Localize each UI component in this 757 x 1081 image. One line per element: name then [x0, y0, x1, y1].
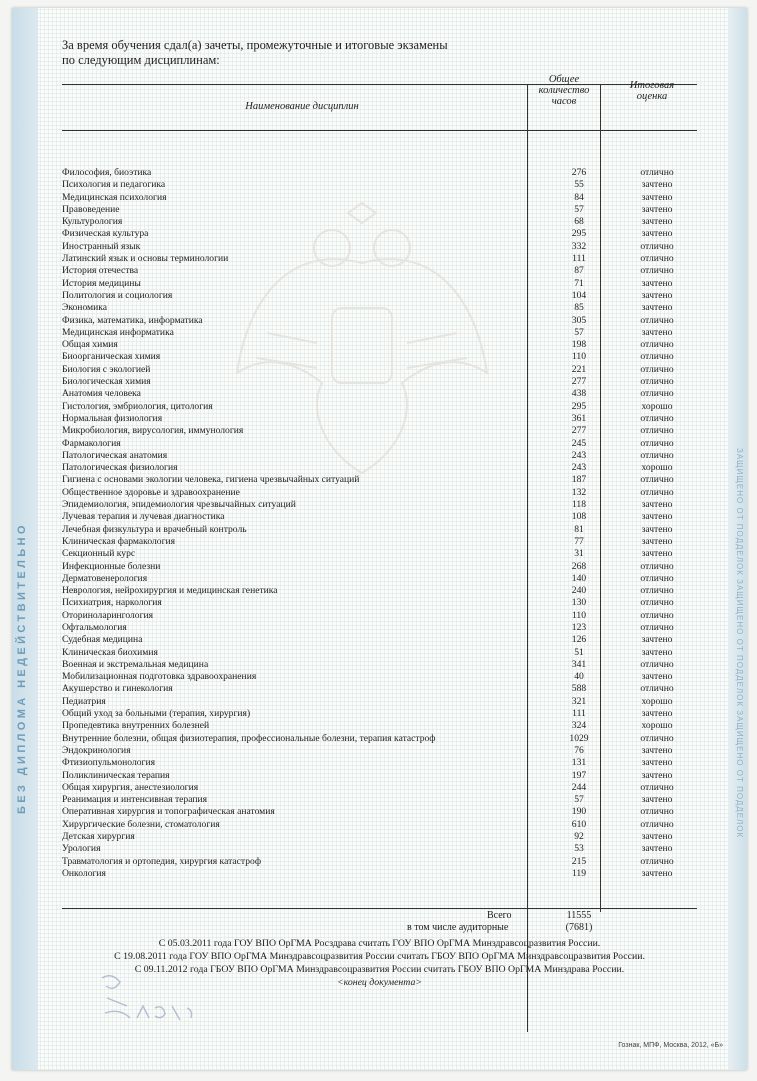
hours-cell: 85 — [574, 302, 584, 314]
table-row — [12, 868, 712, 880]
table-header-bottom-line — [62, 130, 697, 131]
table-row — [12, 278, 712, 290]
grade-cell: зачтено — [641, 289, 673, 301]
discipline-name: Онкология — [62, 867, 106, 879]
table-row — [12, 413, 712, 425]
discipline-name: Медицинская психология — [62, 191, 167, 203]
hours-cell: 111 — [572, 253, 586, 265]
discipline-name: Биологическая химия — [62, 376, 151, 388]
discipline-name: Экономика — [62, 302, 108, 314]
grade-cell: зачтено — [641, 499, 673, 511]
discipline-name: Гигиена с основами экологии человека, гигиена чрезвычайных ситуаций — [62, 474, 360, 486]
grade-cell: отлично — [640, 658, 674, 670]
hours-cell: 1029 — [569, 732, 589, 744]
discipline-name: Общая химия — [62, 339, 118, 351]
grade-cell: зачтено — [641, 203, 673, 215]
note-2: С 19.08.2011 года ГОУ ВПО ОрГМА Минздравсоцразвития России считать ГБОУ ВПО ОрГМА Минздравсоцразвития России. — [114, 951, 645, 962]
table-row — [12, 241, 712, 253]
table-row — [12, 745, 712, 757]
discipline-name: Латинский язык и основы терминологии — [62, 253, 229, 265]
table-row — [12, 806, 712, 818]
hours-cell: 361 — [571, 412, 587, 424]
grade-cell: зачтено — [641, 326, 673, 338]
discipline-name: Нормальная физиология — [62, 412, 163, 424]
discipline-name: Фтизиопульмонология — [62, 757, 156, 769]
classroom-label: в том числе аудиторные — [407, 922, 509, 933]
hours-cell: 84 — [574, 191, 584, 203]
hours-cell: 51 — [574, 646, 584, 658]
discipline-name: Эпидемиология, эпидемиология чрезвычайных ситуаций — [62, 499, 296, 511]
discipline-name: История отечества — [62, 265, 139, 277]
hours-cell: 55 — [574, 179, 584, 191]
discipline-name: Общественное здоровье и здравоохранение — [62, 486, 240, 498]
hours-cell: 77 — [574, 535, 584, 547]
hours-cell: 131 — [571, 757, 587, 769]
hours-cell: 57 — [574, 326, 584, 338]
table-row — [12, 327, 712, 339]
discipline-name: Лучевая терапия и лучевая диагностика — [62, 511, 225, 523]
grade-cell: отлично — [640, 781, 674, 793]
end-of-document: <конец документа> — [337, 977, 422, 988]
table-row — [12, 720, 712, 732]
table-row — [12, 622, 712, 634]
hours-cell: 438 — [571, 388, 587, 400]
grade-cell: зачтено — [641, 302, 673, 314]
hours-cell: 92 — [574, 831, 584, 843]
discipline-name: Правоведение — [62, 203, 120, 215]
hours-cell: 81 — [574, 523, 584, 535]
hours-cell: 76 — [574, 744, 584, 756]
table-row — [12, 192, 712, 204]
discipline-name: Физическая культура — [62, 228, 149, 240]
table-row — [12, 659, 712, 671]
hours-cell: 198 — [571, 339, 587, 351]
table-row — [12, 265, 712, 277]
discipline-name: Общая хирургия, анестезиология — [62, 781, 199, 793]
grade-cell: отлично — [640, 449, 674, 461]
table-row — [12, 757, 712, 769]
grade-cell: зачтено — [641, 708, 673, 720]
heading-line-2: по следующим дисциплинам: — [62, 53, 220, 67]
discipline-name: Офтальмология — [62, 621, 127, 633]
discipline-name: Гистология, эмбриология, цитология — [62, 400, 213, 412]
table-row — [12, 351, 712, 363]
table-row — [12, 536, 712, 548]
discipline-rows — [12, 167, 712, 880]
grade-cell: хорошо — [641, 462, 673, 474]
grade-cell: отлично — [640, 818, 674, 830]
hours-cell: 104 — [571, 289, 587, 301]
table-row — [12, 167, 712, 179]
table-row — [12, 228, 712, 240]
discipline-name: Военная и экстремальная медицина — [62, 658, 209, 670]
grade-cell: отлично — [640, 376, 674, 388]
hours-cell: 68 — [574, 216, 584, 228]
grade-cell: зачтено — [641, 757, 673, 769]
hours-cell: 240 — [571, 585, 587, 597]
discipline-name: Лечебная физкультура и врачебный контроль — [62, 523, 247, 535]
classroom-value: (7681) — [565, 922, 593, 933]
grade-cell: отлично — [640, 585, 674, 597]
table-row — [12, 524, 712, 536]
hours-cell: 118 — [571, 499, 587, 511]
grade-cell: отлично — [640, 339, 674, 351]
table-row — [12, 819, 712, 831]
table-row — [12, 376, 712, 388]
table-row — [12, 548, 712, 560]
hours-cell: 111 — [572, 708, 586, 720]
discipline-name: Акушерство и гинекология — [62, 683, 173, 695]
grade-cell: отлично — [640, 253, 674, 265]
hours-cell: 40 — [574, 671, 584, 683]
grade-cell: зачтено — [641, 867, 673, 879]
discipline-name: Урология — [62, 843, 101, 855]
table-row — [12, 856, 712, 868]
hours-cell: 119 — [571, 867, 587, 879]
hours-cell: 341 — [571, 658, 587, 670]
discipline-name: Патологическая физиология — [62, 462, 178, 474]
hours-cell: 588 — [571, 683, 587, 695]
discipline-name: Мобилизационная подготовка здравоохранения — [62, 671, 257, 683]
hours-cell: 140 — [571, 572, 587, 584]
faint-stamp-icon — [97, 968, 217, 1048]
discipline-name: Реанимация и интенсивная терапия — [62, 794, 208, 806]
discipline-name: Педиатрия — [62, 695, 106, 707]
table-row — [12, 683, 712, 695]
hours-cell: 221 — [571, 363, 587, 375]
grade-cell: отлично — [640, 732, 674, 744]
hours-cell: 295 — [571, 228, 587, 240]
discipline-name: Биоорганическая химия — [62, 351, 161, 363]
hours-cell: 332 — [571, 240, 587, 252]
grade-cell: зачтено — [641, 646, 673, 658]
grade-cell: зачтено — [641, 228, 673, 240]
table-row — [12, 302, 712, 314]
table-row — [12, 462, 712, 474]
table-row — [12, 770, 712, 782]
table-row — [12, 511, 712, 523]
table-row — [12, 290, 712, 302]
grade-cell: отлично — [640, 265, 674, 277]
grade-cell: зачтено — [641, 671, 673, 683]
discipline-name: Дерматовенерология — [62, 572, 148, 584]
hours-cell: 71 — [574, 277, 584, 289]
diploma-supplement-page — [12, 8, 747, 1070]
discipline-name: Анатомия человека — [62, 388, 141, 400]
table-row — [12, 401, 712, 413]
discipline-name: Физика, математика, информатика — [62, 314, 203, 326]
hours-cell: 610 — [571, 818, 587, 830]
header-grade: Итоговая оценка — [629, 80, 675, 102]
hours-cell: 321 — [571, 695, 587, 707]
table-row — [12, 474, 712, 486]
heading — [62, 38, 502, 68]
table-row — [12, 831, 712, 843]
note-1: С 05.03.2011 года ГОУ ВПО ОрГМА Росздрава считать ГОУ ВПО ОрГМА Минздравсоцразвития России. — [158, 938, 601, 949]
discipline-name: Травматология и ортопедия, хирургия катастроф — [62, 855, 262, 867]
grade-cell: зачтено — [641, 843, 673, 855]
hours-cell: 197 — [571, 769, 587, 781]
hours-cell: 276 — [571, 167, 587, 178]
discipline-name: Оториноларингология — [62, 609, 154, 621]
grade-cell: отлично — [640, 167, 674, 178]
grade-cell: отлично — [640, 425, 674, 437]
discipline-name: Эндокринология — [62, 744, 131, 756]
grade-cell: отлично — [640, 314, 674, 326]
grade-cell: хорошо — [641, 695, 673, 707]
table-row — [12, 204, 712, 216]
table-row — [12, 634, 712, 646]
total-label: Всего — [487, 910, 512, 921]
hours-cell: 53 — [574, 843, 584, 855]
hours-cell: 31 — [574, 548, 584, 560]
table-row — [12, 585, 712, 597]
printer-imprint: Гознак, МПФ, Москва, 2012, «Б» — [618, 1042, 723, 1049]
discipline-name: Хирургические болезни, стоматология — [62, 818, 220, 830]
grade-cell: отлично — [640, 572, 674, 584]
hours-cell: 268 — [571, 560, 587, 572]
grade-cell: отлично — [640, 437, 674, 449]
table-row — [12, 216, 712, 228]
table-row — [12, 339, 712, 351]
grade-cell: отлично — [640, 609, 674, 621]
grade-cell: отлично — [640, 240, 674, 252]
header-hours: Общее количество часов — [538, 74, 590, 107]
table-bottom-line — [62, 908, 697, 909]
table-row — [12, 179, 712, 191]
hours-cell: 215 — [571, 855, 587, 867]
grade-cell: зачтено — [641, 769, 673, 781]
grade-cell: зачтено — [641, 634, 673, 646]
grade-cell: отлично — [640, 351, 674, 363]
grade-cell: отлично — [640, 560, 674, 572]
hours-cell: 243 — [571, 462, 587, 474]
table-row — [12, 610, 712, 622]
grade-cell: зачтено — [641, 523, 673, 535]
discipline-name: Пропедевтика внутренних болезней — [62, 720, 210, 732]
table-row — [12, 708, 712, 720]
hours-cell: 295 — [571, 400, 587, 412]
note-3: С 09.11.2012 года ГБОУ ВПО ОрГМА Минздравсоцразвития России считать ГБОУ ВПО ОрГМА Минздрава России. — [134, 964, 625, 975]
table-row — [12, 696, 712, 708]
grade-cell: зачтено — [641, 191, 673, 203]
table-row — [12, 253, 712, 265]
discipline-name: Микробиология, вирусология, иммунология — [62, 425, 244, 437]
grade-cell: отлично — [640, 486, 674, 498]
grade-cell: отлично — [640, 621, 674, 633]
grade-cell: отлично — [640, 388, 674, 400]
grade-cell: зачтено — [641, 535, 673, 547]
total-value: 11555 — [566, 910, 592, 921]
table-row — [12, 794, 712, 806]
table-row — [12, 364, 712, 376]
discipline-name: Секционный курс — [62, 548, 136, 560]
grade-cell: зачтено — [641, 794, 673, 806]
header-name: Наименование дисциплин — [245, 101, 359, 112]
discipline-name: Иностранный язык — [62, 240, 141, 252]
discipline-name: История медицины — [62, 277, 141, 289]
table-row — [12, 499, 712, 511]
grade-cell: отлично — [640, 855, 674, 867]
discipline-name: Клиническая фармакология — [62, 535, 176, 547]
discipline-name: Культурология — [62, 216, 123, 228]
table-row — [12, 561, 712, 573]
table-row — [12, 597, 712, 609]
hours-cell: 277 — [571, 376, 587, 388]
grade-cell: отлично — [640, 412, 674, 424]
hours-cell: 132 — [571, 486, 587, 498]
table-row — [12, 671, 712, 683]
heading-line-1: За время обучения сдал(а) зачеты, промежуточные и итоговые экзамены — [62, 38, 448, 52]
table-row — [12, 425, 712, 437]
grade-cell: отлично — [640, 806, 674, 818]
side-text-right: ЗАЩИЩЕНО ОТ ПОДДЕЛОК ЗАЩИЩЕНО ОТ ПОДДЕЛОК ЗАЩИЩЕНО ОТ ПОДДЕЛОК — [735, 447, 744, 839]
hours-cell: 277 — [571, 425, 587, 437]
grade-cell: отлично — [640, 597, 674, 609]
hours-cell: 190 — [571, 806, 587, 818]
hours-cell: 245 — [571, 437, 587, 449]
table-row — [12, 573, 712, 585]
hours-cell: 126 — [571, 634, 587, 646]
grade-cell: хорошо — [641, 720, 673, 732]
discipline-name: Психиатрия, наркология — [62, 597, 162, 609]
grade-cell: зачтено — [641, 548, 673, 560]
grade-cell: зачтено — [641, 277, 673, 289]
grade-cell: зачтено — [641, 216, 673, 228]
hours-cell: 57 — [574, 203, 584, 215]
discipline-name: Философия, биоэтика — [62, 167, 152, 178]
grade-cell: зачтено — [641, 831, 673, 843]
discipline-name: Психология и педагогика — [62, 179, 166, 191]
hours-cell: 87 — [574, 265, 584, 277]
table-row — [12, 450, 712, 462]
grade-cell: отлично — [640, 363, 674, 375]
discipline-name: Клиническая биохимия — [62, 646, 158, 658]
table-top-line — [62, 84, 697, 85]
table-row — [12, 782, 712, 794]
hours-cell: 123 — [571, 621, 587, 633]
discipline-name: Поликлиническая терапия — [62, 769, 170, 781]
table-row — [12, 647, 712, 659]
side-text-left: БЕЗ ДИПЛОМА НЕДЕЙСТВИТЕЛЬНО — [16, 522, 28, 814]
table-row — [12, 487, 712, 499]
hours-cell: 305 — [571, 314, 587, 326]
hours-cell: 244 — [571, 781, 587, 793]
discipline-name: Политология и социология — [62, 289, 173, 301]
discipline-name: Внутренние болезни, общая физиотерапия, профессиональные болезни, терапия катастроф — [62, 732, 436, 744]
grade-cell: зачтено — [641, 179, 673, 191]
grade-cell: хорошо — [641, 400, 673, 412]
grade-cell: зачтено — [641, 511, 673, 523]
discipline-name: Инфекционные болезни — [62, 560, 161, 572]
grade-cell: отлично — [640, 683, 674, 695]
grade-cell: отлично — [640, 474, 674, 486]
table-row — [12, 388, 712, 400]
discipline-name: Биология с экологией — [62, 363, 151, 375]
discipline-name: Неврология, нейрохирургия и медицинская генетика — [62, 585, 278, 597]
grade-cell: зачтено — [641, 744, 673, 756]
hours-cell: 108 — [571, 511, 587, 523]
discipline-name: Судебная медицина — [62, 634, 143, 646]
discipline-name: Фармакология — [62, 437, 121, 449]
hours-cell: 187 — [571, 474, 587, 486]
discipline-name: Патологическая анатомия — [62, 449, 168, 461]
table-row — [12, 843, 712, 855]
table-row — [12, 315, 712, 327]
hours-cell: 243 — [571, 449, 587, 461]
discipline-name: Оперативная хирургия и топографическая анатомия — [62, 806, 275, 818]
hours-cell: 57 — [574, 794, 584, 806]
discipline-name: Медицинская информатика — [62, 326, 174, 338]
discipline-name: Детская хирургия — [62, 831, 135, 843]
table-row — [12, 438, 712, 450]
hours-cell: 110 — [571, 609, 587, 621]
table-row — [12, 733, 712, 745]
hours-cell: 110 — [571, 351, 587, 363]
discipline-name: Общий уход за больными (терапия, хирургия) — [62, 708, 251, 720]
hours-cell: 324 — [571, 720, 587, 732]
hours-cell: 130 — [571, 597, 587, 609]
